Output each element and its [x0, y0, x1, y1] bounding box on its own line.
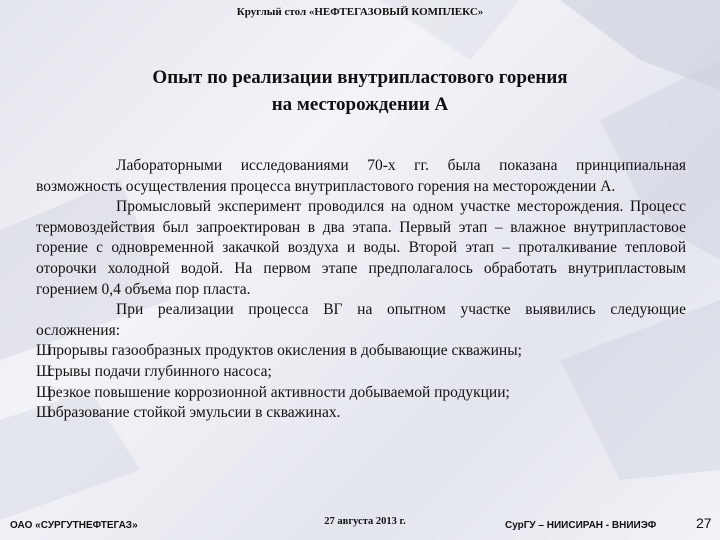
page-number: 27 [696, 515, 712, 531]
bullet-marker: Ш [36, 404, 52, 422]
bullet-marker: Ш [36, 342, 52, 360]
list-item [36, 383, 686, 404]
paragraph: Лабораторными исследованиями 70-х гг. была показана принципиальная возможность осуществления процесса внутрипластового горения на месторождении А. [36, 157, 686, 195]
list-item-text: прорывы газообразных продуктов окисления в добывающие скважины; [48, 342, 522, 360]
list-item [36, 362, 686, 383]
title-line-2: на месторождении А [271, 94, 449, 115]
list-item [36, 403, 686, 424]
list-item-text: образование стойкой эмульсии в скважинах. [48, 404, 341, 422]
paragraph: Промысловый эксперимент проводился на одном участке месторождения. Процесс термовоздействия был запроектирован в два этапа. Первый этап – влажное внутрипластовое горение с одновременной закачкой воздуха и воды. Второй этап – проталкивание тепловой оторочки холодной водой. На первом этапе предполагалось обработать внутрипластовым горением 0,4 объема пор пласта. [36, 198, 686, 298]
paragraph: При реализации процесса ВГ на опытном участке выявились следующие осложнения: [36, 301, 686, 339]
footer-left: ОАО «СУРГУТНЕФТЕГАЗ» [10, 520, 138, 531]
footer-right: СурГУ – НИИСИРАН - ВНИИЭФ [505, 520, 657, 531]
list-item [36, 341, 686, 362]
slide-title [60, 64, 660, 118]
footer-date: 27 августа 2013 г. [324, 516, 406, 527]
title-line-1: Опыт по реализации внутрипластового горения [152, 67, 568, 88]
bullet-marker: Ш [36, 383, 52, 401]
list-item-text: резкое повышение коррозионной активности добываемой продукции; [48, 383, 510, 401]
slide-header: Круглый стол «НЕФТЕГАЗОВЫЙ КОМПЛЕКС» [236, 6, 484, 18]
list-item-text: срывы подачи глубинного насоса; [48, 362, 272, 380]
bullet-marker: Ш [36, 362, 52, 380]
slide-body [36, 156, 686, 424]
